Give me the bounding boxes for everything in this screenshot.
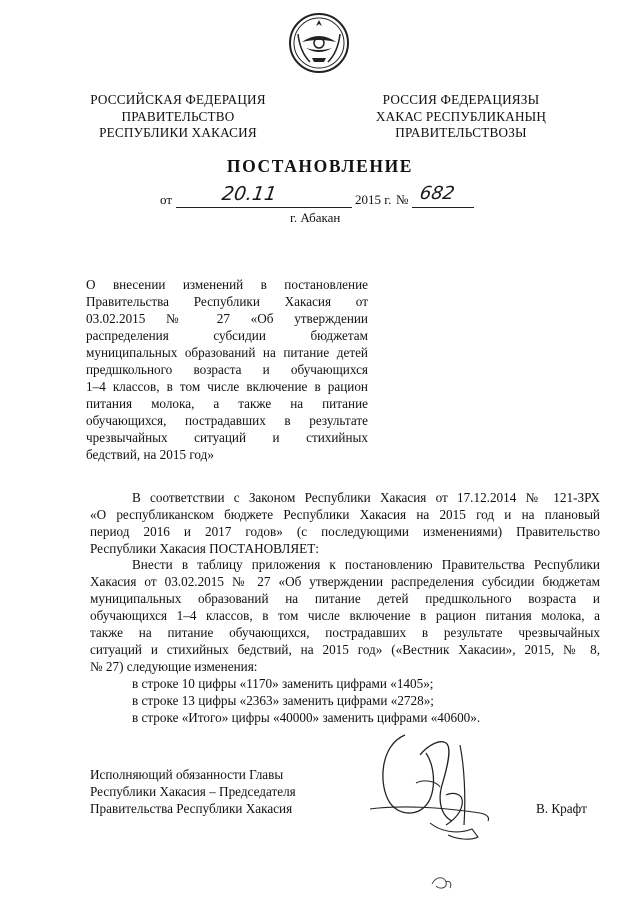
subject-line: чрезвычайных ситуаций и стихийных [86, 430, 368, 445]
subject-line: распределения субсидии бюджетам [86, 328, 368, 343]
preamble-line: В соответствии с Законом Республики Хакасия от 17.12.2014 № 121-ЗРХ [132, 490, 600, 505]
signatory-line: Правительства Республики Хакасия [90, 801, 293, 816]
signatory-line: Исполняющий обязанности Главы [90, 767, 284, 782]
subject-line: бедствий, на 2015 год» [86, 447, 214, 462]
subject-line: предшкольного возраста и обучающихся [86, 362, 368, 377]
body-line: ситуаций и стихийных бедствий, на 2015 год» («Вестник Хакасии», 2015, № 8, [90, 642, 600, 657]
subject-line: 1–4 классов, в том числе включение в рацион [86, 379, 368, 394]
preamble-line: Республики Хакасия ПОСТАНОВЛЯЕТ: [90, 541, 319, 556]
preamble-line: период 2016 и 2017 годов» (с последующими изменениями) Правительство [90, 524, 600, 539]
header-right-line: ХАКАС РЕСПУБЛИКАНЫҢ [375, 108, 547, 124]
subject-line: 03.02.2015 № 27 «Об утверждении [86, 311, 368, 326]
signatory-line: Республики Хакасия – Председателя [90, 784, 296, 799]
handwritten-signature-icon [360, 725, 510, 845]
header-left [78, 92, 278, 142]
preamble-line: «О республиканском бюджете Республики Хакасия на 2015 год и на плановый [90, 507, 600, 522]
body-line: Хакасия от 03.02.2015 № 27 «Об утверждении распределения субсидии бюджетам [90, 574, 600, 589]
change-item: в строке «Итого» цифры «40000» заменить цифрами «40600». [132, 710, 481, 725]
header-left-line: РЕСПУБЛИКИ ХАКАСИЯ [99, 125, 257, 140]
city: г. Абакан [290, 210, 341, 225]
change-item: в строке 13 цифры «2363» заменить цифрами «2728»; [132, 693, 434, 708]
date-year: 2015 г. [355, 192, 392, 207]
date-prefix: от [160, 192, 173, 207]
date-handwritten: 20.11 [220, 183, 278, 205]
coat-of-arms-icon [288, 12, 350, 74]
signatory-name: В. Крафт [536, 801, 587, 816]
header-left-line: ПРАВИТЕЛЬСТВО [121, 108, 235, 124]
header-right [356, 92, 566, 142]
body-line: муниципальных образований на питание детей предшкольного возраста и [90, 591, 600, 606]
document-title: ПОСТАНОВЛЕНИЕ [226, 156, 414, 176]
subject-line: обучающихся, пострадавших в результате [86, 413, 368, 428]
number-handwritten: 682 [418, 183, 457, 204]
header-right-line: ПРАВИТЕЛЬСТВОЗЫ [395, 125, 527, 140]
header-right-line: РОССИЯ ФЕДЕРАЦИЯЗЫ [382, 92, 540, 107]
body-line: также на питание обучающихся, пострадавших в результате чрезвычайных [90, 625, 600, 640]
body-line: Внести в таблицу приложения к постановлению Правительства Республики [132, 557, 600, 572]
scribble-mark-icon [428, 872, 456, 892]
body-line: № 27) следующие изменения: [90, 659, 258, 674]
subject-line: питания молока, а также на питание [86, 396, 368, 411]
subject-line: Правительства Республики Хакасия от [86, 294, 368, 309]
subject-line: муниципальных образований на питание детей [86, 345, 368, 360]
header-left-line: РОССИЙСКАЯ ФЕДЕРАЦИЯ [90, 92, 266, 107]
subject-line: О внесении изменений в постановление [86, 277, 368, 292]
body-line: обучающихся 1–4 классов, в том числе включение в рацион питания молока, а [90, 608, 600, 623]
change-item: в строке 10 цифры «1170» заменить цифрами «1405»; [132, 676, 434, 691]
number-sign: № [396, 192, 409, 207]
